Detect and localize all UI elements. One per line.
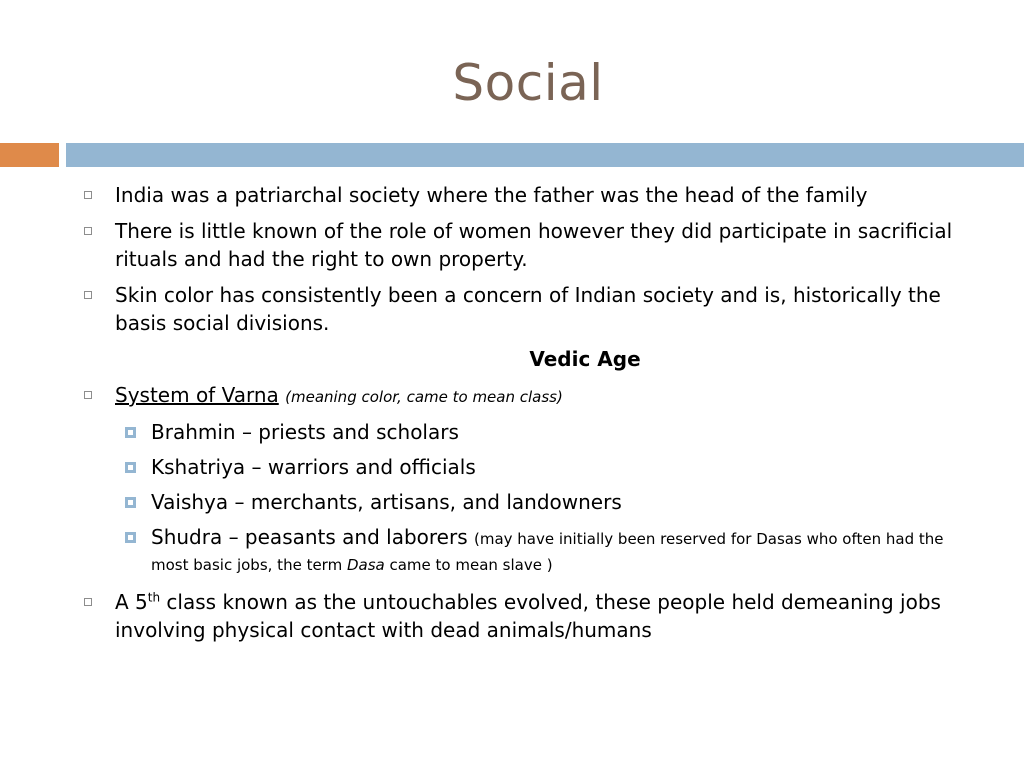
accent-bar-blue [66,143,1024,167]
varna-note: (meaning color, came to mean class) [285,388,563,406]
section-heading: Vedic Age [529,347,641,371]
shudra-note-prefix: (may have initially been reserved for Dasas who often had the most basic jobs, the term [151,530,944,574]
accent-bar-orange [0,143,59,167]
bullet-item [80,217,980,273]
bullet-item-fifth-class [80,588,980,644]
square-bullet-icon [84,191,92,199]
sub-bullet-item-shudra [80,524,980,576]
sub-bullet-item [80,419,980,445]
square-bullet-icon [84,227,92,235]
bullet-item-varna [80,381,980,411]
shudra-main: Shudra – peasants and laborers [151,525,468,549]
square-bullet-icon [84,291,92,299]
slide-content [80,181,980,652]
bullet-text: There is little known of the role of women however they did participate in sacrificial rituals and had the right to own property. [115,219,953,271]
sub-bullet-text: Kshatriya – warriors and officials [151,455,476,479]
shudra-note-term: Dasa [346,556,385,574]
sub-bullet-text: Brahmin – priests and scholars [151,420,459,444]
filled-square-bullet-icon [125,497,136,508]
sub-bullet-item [80,454,980,480]
bullet-text: India was a patriarchal society where the father was the head of the family [115,183,868,207]
shudra-note-suffix: came to mean slave ) [384,556,553,574]
bullet-text: Skin color has consistently been a concern of Indian society and is, historically the basis social divisions. [115,283,941,335]
bullet-item [80,281,980,337]
fifth-class-prefix: A 5 [115,590,148,614]
fifth-class-suffix: class known as the untouchables evolved, these people held demeaning jobs involving physical contact with dead animals/humans [115,590,941,642]
varna-label: System of Varna [115,383,279,407]
filled-square-bullet-icon [125,427,136,438]
bullet-item [80,181,980,209]
square-bullet-icon [84,391,92,399]
sub-bullet-text: Vaishya – merchants, artisans, and landowners [151,490,622,514]
sub-bullet-item [80,489,980,515]
slide-title: Social [452,54,604,112]
filled-square-bullet-icon [125,532,136,543]
filled-square-bullet-icon [125,462,136,473]
square-bullet-icon [84,598,92,606]
fifth-class-sup: th [147,590,161,605]
